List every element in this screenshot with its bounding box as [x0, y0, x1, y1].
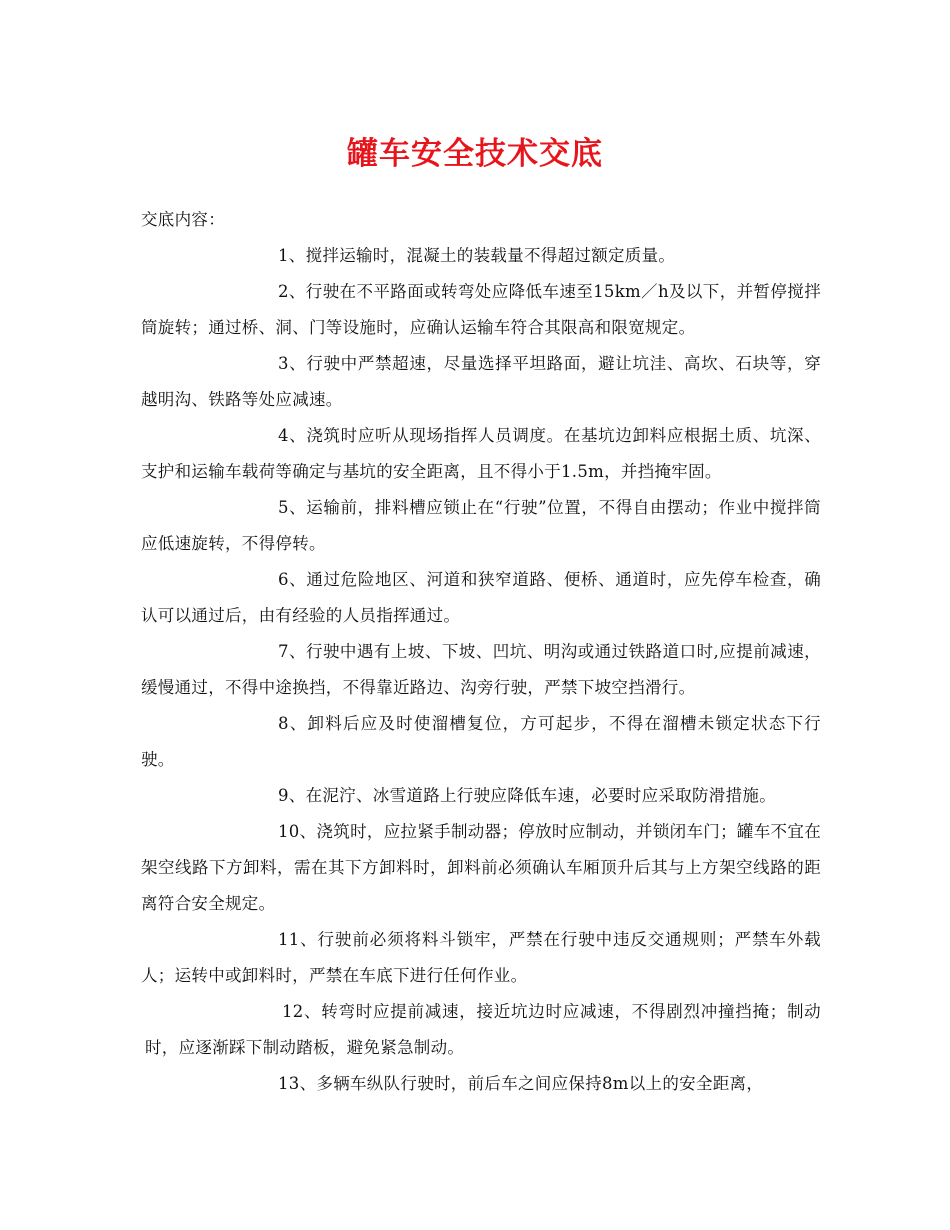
paragraph-13: 13、多辆车纵队行驶时，前后车之间应保持8m以上的安全距离，	[278, 1074, 764, 1093]
paragraph-4: 4、浇筑时应听从现场指挥人员调度。在基坑边卸料应根据土质、坑深、支护和运输车载荷等确定与基坑的安全距离，且不得小于1.5m，并挡掩牢固。	[141, 426, 821, 481]
paragraph-8: 8、卸料后应及时使溜槽复位，方可起步，不得在溜槽未锁定状态下行驶。	[141, 714, 821, 769]
paragraph-12: 12、转弯时应提前减速，接近坑边时应减速，不得剧烈冲撞挡掩；制动时，应逐渐踩下制动踏板，避免紧急制动。	[145, 1002, 821, 1057]
paragraph-10: 10、浇筑时，应拉紧手制动器；停放时应制动，并锁闭车门；罐车不宜在架空线路下方卸料，需在其下方卸料时，卸料前必须确认车厢顶升后其与上方架空线路的距离符合安全规定。	[141, 822, 821, 913]
paragraph-9: 9、在泥泞、冰雪道路上行驶应降低车速，必要时应采取防滑措施。	[278, 786, 776, 805]
document-body	[141, 202, 821, 1102]
intro-label: 交底内容：	[141, 210, 225, 229]
document-title: 罐车安全技术交底	[347, 136, 603, 172]
paragraph-7: 7、行驶中遇有上坡、下坡、凹坑、明沟或通过铁路道口时,应提前减速，缓慢通过，不得中途换挡，不得靠近路边、沟旁行驶，严禁下坡空挡滑行。	[141, 642, 821, 697]
paragraph-11: 11、行驶前必须将料斗锁牢，严禁在行驶中违反交通规则；严禁车外载人；运转中或卸料时，严禁在车底下进行任何作业。	[141, 930, 821, 985]
paragraph-2: 2、行驶在不平路面或转弯处应降低车速至15km／h及以下，并暂停搅拌筒旋转；通过桥、洞、门等设施时，应确认运输车符合其限高和限宽规定。	[141, 282, 821, 337]
paragraph-5: 5、运输前，排料槽应锁止在“行驶”位置，不得自由摆动；作业中搅拌筒应低速旋转，不得停转。	[141, 498, 821, 553]
paragraph-1: 1、搅拌运输时，混凝土的装载量不得超过额定质量。	[278, 246, 676, 265]
paragraph-6: 6、通过危险地区、河道和狭窄道路、便桥、通道时，应先停车检查，确认可以通过后，由有经验的人员指挥通过。	[141, 570, 821, 625]
paragraph-3: 3、行驶中严禁超速，尽量选择平坦路面，避让坑洼、高坎、石块等，穿越明沟、铁路等处应减速。	[141, 354, 821, 409]
